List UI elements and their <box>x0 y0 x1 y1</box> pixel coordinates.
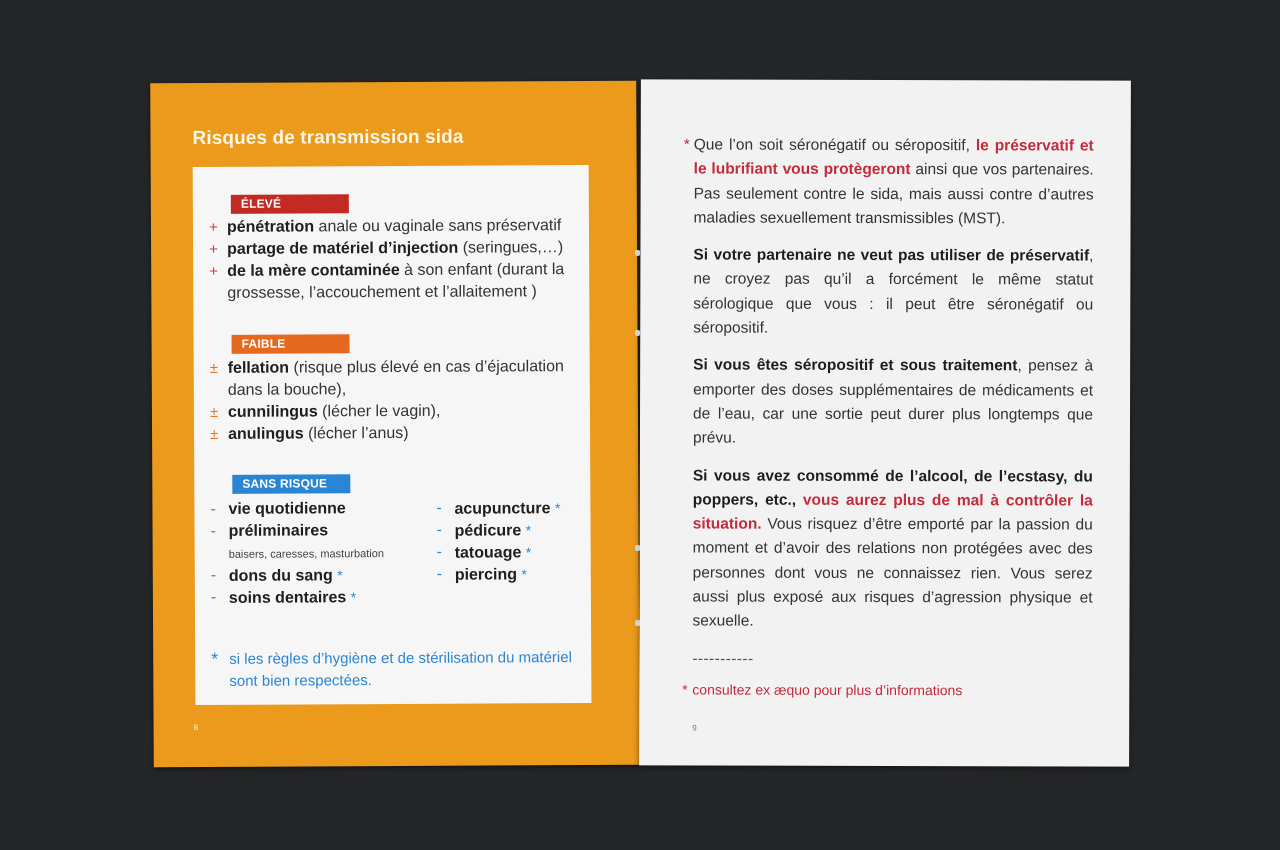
binding-staple <box>635 330 640 336</box>
item-label: dons du sang <box>228 567 333 585</box>
item-label: vie quotidienne <box>228 500 346 518</box>
item-bold: partage de matériel d’injection <box>227 239 459 258</box>
item-bold: cunnilingus <box>227 403 318 421</box>
p1-text: Que l’on soit séronégatif ou séropositif, <box>693 136 976 155</box>
p3-bold: Si vous êtes séropositif et sous traitement <box>693 356 1018 375</box>
item-label: tatouage <box>454 544 522 562</box>
dash-icon: - <box>436 521 442 539</box>
item-label: pédicure <box>454 522 522 540</box>
separator: ----------- <box>692 650 754 668</box>
binding-staple <box>635 545 640 551</box>
asterisk-icon: * <box>683 136 690 154</box>
paragraph-3 <box>693 354 1093 452</box>
tag-faible: FAIBLE <box>232 334 350 354</box>
item-label: soins dentaires <box>228 589 347 607</box>
item-bold: de la mère contaminée <box>227 261 400 280</box>
asterisk-icon: * <box>521 566 527 583</box>
hygiene-footnote <box>211 647 581 690</box>
paragraph-4 <box>692 464 1092 635</box>
consult-footnote <box>682 677 1092 702</box>
binding-staple <box>635 250 640 256</box>
risk-box <box>193 165 592 705</box>
asterisk-icon: * <box>525 522 532 539</box>
asterisk-icon: * <box>554 500 561 517</box>
plus-icon: + <box>209 262 219 280</box>
left-page <box>150 81 640 768</box>
p2-bold: Si votre partenaire ne veut pas utiliser de préservatif <box>693 246 1090 265</box>
item-label: préliminaires <box>228 522 329 540</box>
asterisk-icon: * <box>525 544 532 561</box>
p4-bold: Si vous avez consommé de l’alcool, de l’ecstasy, du poppers, etc., <box>692 467 1093 509</box>
asterisk-icon: * <box>350 589 357 606</box>
item-bold: pénétration <box>226 218 315 236</box>
p1-highlight: le préservatif et le lubrifiant vous protègeront <box>693 137 1094 179</box>
paragraph-1 <box>683 133 1094 231</box>
item-label: piercing <box>454 566 518 584</box>
page-number: 8 <box>193 723 199 733</box>
tag-sans-risque: SANS RISQUE <box>232 474 350 494</box>
p2-text: , ne croyez pas qu’il a forcément le même statut sérologique que vous : il peut être séronégatif ou séropositif. <box>693 247 1094 337</box>
p3-text: , pensez à emporter des doses supplémentaires de médicaments et de l’eau, car une sortie peut durer plus longtemps que prévu. <box>692 357 1094 447</box>
dash-icon: - <box>436 565 443 583</box>
asterisk-icon: * <box>211 648 219 669</box>
item-bold: fellation <box>227 359 290 377</box>
p4-text: Vous risquez d’être emporté par la passion du moment et d’avoir des relations non protégées avec des personnes dont vous ne connaissez rien. Vous serez aussi plus exposé aux risques d’agression physique et sexuelle. <box>692 515 1093 631</box>
item-text: (seringues,…) <box>458 239 564 257</box>
footnote-text: si les règles d’hygiène et de stérilisation du matériel sont bien respectées. <box>229 649 572 690</box>
list-item <box>209 356 586 399</box>
item-label: acupuncture <box>454 500 551 518</box>
right-page <box>639 79 1131 766</box>
list-item <box>208 215 585 236</box>
dash-icon: - <box>210 500 216 518</box>
plus-minus-icon: ± <box>210 425 219 443</box>
dash-icon: - <box>436 499 442 517</box>
dash-icon: - <box>436 543 443 561</box>
dash-icon: - <box>210 566 217 584</box>
plus-minus-icon: ± <box>209 403 219 421</box>
asterisk-icon: * <box>337 567 343 584</box>
item-bold: anulingus <box>228 425 304 443</box>
plus-icon: + <box>208 218 218 236</box>
dash-icon: - <box>210 588 217 606</box>
plus-minus-icon: ± <box>209 359 218 377</box>
binding-staple <box>635 620 640 626</box>
body-text <box>682 133 1094 702</box>
page-title: Risques de transmission sida <box>192 126 464 150</box>
dash-icon: - <box>210 522 216 540</box>
item-text: anale ou vaginale sans préservatif <box>314 217 562 236</box>
plus-icon: + <box>209 240 218 258</box>
p4-highlight: vous aurez plus de mal à contrôler la situation. <box>692 491 1093 533</box>
asterisk-icon: * <box>682 681 688 698</box>
item-text: (lécher le vagin), <box>317 402 441 421</box>
page-number: 9 <box>692 723 697 733</box>
tag-eleve: ÉLEVÉ <box>231 194 349 214</box>
paragraph-2 <box>693 244 1093 342</box>
preliminaires-note: baisers, caresses, masturbation <box>228 548 385 561</box>
footnote-text: consultez ex æquo pour plus d’informations <box>692 681 963 699</box>
item-text: (risque plus élevé en cas d’éjaculation dans la bouche), <box>227 358 564 399</box>
item-text: à son enfant (durant la grossesse, l’accouchement et l’allaitement ) <box>227 261 565 302</box>
p1-text-end: ainsi que vos partenaires. Pas seulement contre le sida, mais aussi contre d’autres maladies sexuellement transmissibles (MST). <box>693 161 1094 228</box>
item-text: (lécher l’anus) <box>303 424 409 443</box>
